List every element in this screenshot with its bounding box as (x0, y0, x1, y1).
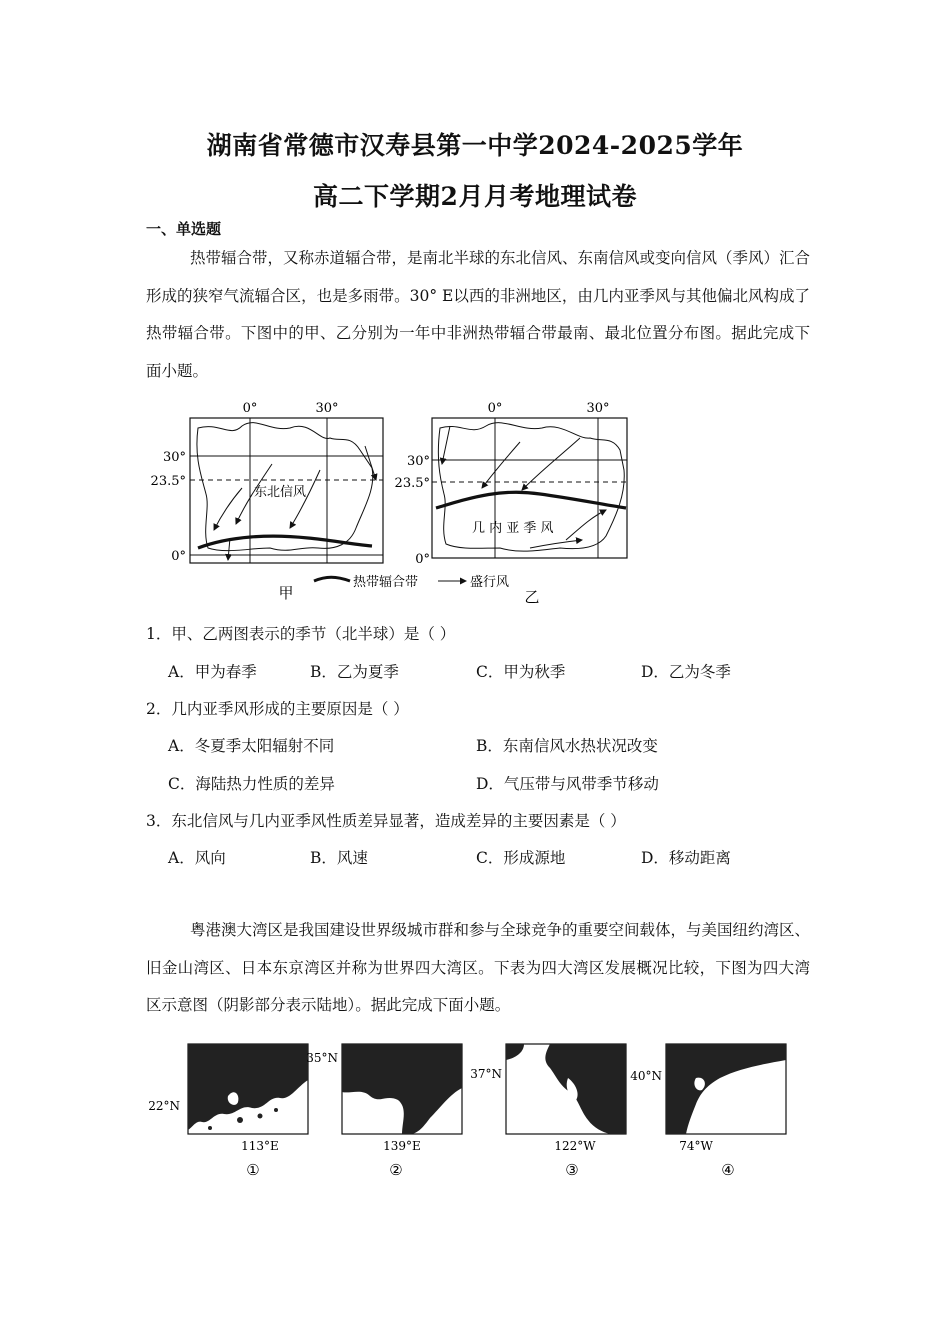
bay-map-4-lon: 74°W (679, 1139, 713, 1153)
bay-map-4 (630, 1044, 786, 1179)
jia-wind-label: 东北信风 (254, 485, 307, 500)
bay-map-1-number: ① (246, 1161, 260, 1179)
question-1-option-b: B．乙为夏季 (310, 663, 399, 681)
bay-map-1 (148, 1044, 308, 1179)
bay-map-3-lon: 122°W (554, 1139, 596, 1153)
jia-lat-label: 23.5° (150, 474, 186, 489)
yi-lon-label: 30° (586, 401, 610, 416)
jia-lat-label: 30° (162, 450, 186, 465)
question-1-stem: 1．甲、乙两图表示的季节（北半球）是（ ） (146, 625, 456, 643)
question-1-option-a: A．甲为春季 (168, 663, 257, 681)
yi-lat-label: 30° (406, 454, 430, 469)
yi-lon-label: 0° (487, 401, 503, 416)
jia-lat-label: 0° (171, 549, 186, 564)
passage-1-text: 热带辐合带，又称赤道辐合带，是南北半球的东北信风、东南信风或变向信风（季风）汇合形成的狭窄气流辐合区，也是多雨带。30° E以西的非洲地区，由几内亚季风与其他偏北风构成了热带辐合带。下图中的甲、乙分别为一年中非洲热带辐合带最南、最北位置分布图。据此完成下面小题。 (146, 249, 811, 380)
itcz-legend (314, 574, 509, 590)
bay-areas-figure (140, 1038, 800, 1183)
bay-map-3-number: ③ (565, 1161, 579, 1179)
itcz-figure (150, 398, 800, 608)
question-1-option-d: D．乙为冬季 (641, 663, 731, 681)
question-2-option-c: C．海陆热力性质的差异 (168, 775, 335, 793)
bay-map-4-number: ④ (721, 1161, 735, 1179)
bay-map-1-lat: 22°N (148, 1099, 180, 1113)
bay-map-2-lat: 35°N (306, 1051, 338, 1065)
question-2-option-b: B．东南信风水热状况改变 (476, 737, 658, 755)
question-3-option-b: B．风速 (310, 849, 368, 867)
legend-itcz-label: 热带辐合带 (353, 575, 419, 590)
jia-caption: 甲 (278, 584, 294, 602)
bay-map-3-lat: 37°N (470, 1067, 502, 1081)
question-3-stem: 3．东北信风与几内亚季风性质差异显著，造成差异的主要因素是（ ） (146, 812, 626, 830)
jia-lon-label: 0° (242, 401, 258, 416)
section-heading: 一、单选题 (146, 220, 222, 238)
question-3-option-c: C．形成源地 (476, 849, 566, 867)
bay-map-3 (470, 1044, 626, 1179)
bay-map-2-lon: 139°E (383, 1139, 421, 1153)
question-3-option-d: D．移动距离 (641, 849, 731, 867)
yi-lat-label: 0° (415, 552, 430, 567)
question-2-stem: 2．几内亚季风形成的主要原因是（ ） (146, 700, 409, 718)
bay-map-1-lon: 113°E (241, 1139, 279, 1153)
question-1-option-c: C．甲为秋季 (476, 663, 566, 681)
yi-wind-label: 几 内 亚 季 风 (472, 521, 554, 536)
map-yi (395, 401, 627, 606)
question-2-option-a: A．冬夏季太阳辐射不同 (168, 737, 335, 755)
yi-lat-label: 23.5° (394, 476, 430, 491)
bay-map-2 (306, 1044, 462, 1179)
passage-2-text: 粤港澳大湾区是我国建设世界级城市群和参与全球竞争的重要空间载体，与美国纽约湾区、旧金山湾区、日本东京湾区并称为世界四大湾区。下表为四大湾区发展概况比较，下图为四大湾区示意图（阴影部分表示陆地）。据此完成下面小题。 (146, 921, 811, 1014)
document-title-line1: 湖南省常德市汉寿县第一中学2024-2025学年 (206, 131, 744, 160)
bay-map-4-lat: 40°N (630, 1069, 662, 1083)
bay-map-2-number: ② (389, 1161, 403, 1179)
passage-1 (146, 240, 810, 390)
yi-caption: 乙 (524, 588, 540, 606)
legend-wind-label: 盛行风 (470, 575, 510, 590)
question-2-option-d: D．气压带与风带季节移动 (476, 775, 659, 793)
map-jia (151, 401, 383, 602)
passage-2 (146, 912, 810, 1025)
question-3-option-a: A．风向 (168, 849, 226, 867)
document-title-line2: 高二下学期2月月考地理试卷 (313, 182, 637, 211)
jia-lon-label: 30° (315, 401, 339, 416)
